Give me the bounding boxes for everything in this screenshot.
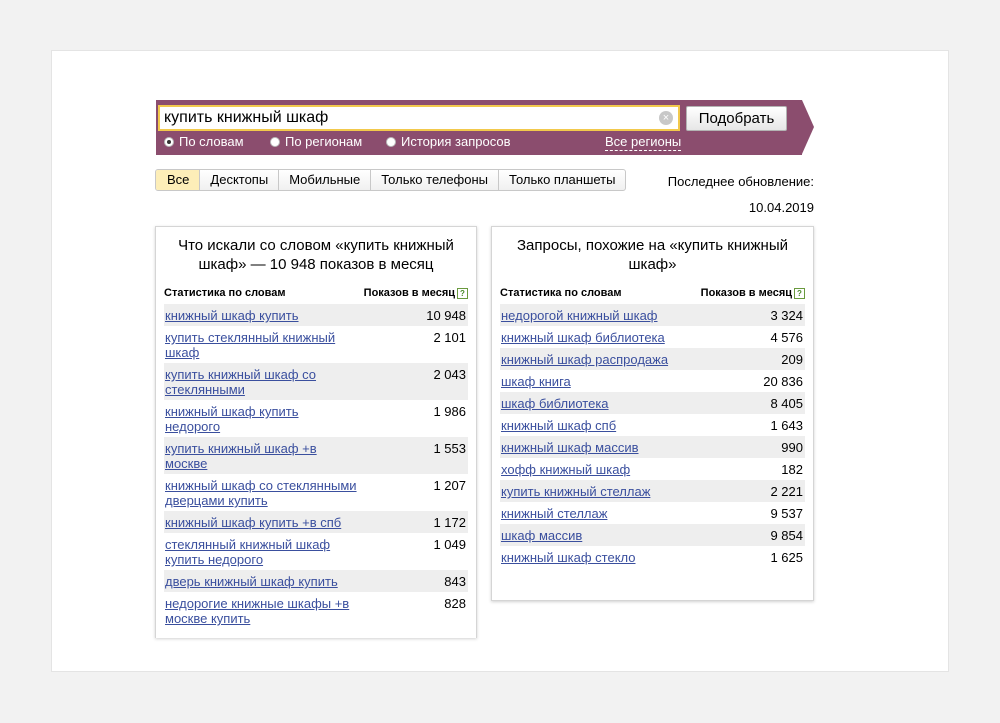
shows-count: 2 221 (770, 484, 803, 499)
radio-label: По регионам (285, 134, 363, 149)
table-row (164, 533, 468, 570)
table-row (500, 480, 805, 502)
query-link[interactable]: книжный шкаф массив (501, 440, 639, 455)
table-row (164, 437, 468, 474)
last-update-label: Последнее обновление: (667, 174, 814, 189)
table-row (164, 592, 468, 629)
shows-count: 182 (781, 462, 803, 477)
shows-count: 9 854 (770, 528, 803, 543)
radio-label: По словам (179, 134, 244, 149)
tab-all[interactable]: Все (156, 170, 199, 190)
shows-count: 828 (444, 596, 466, 611)
similar-queries-panel (491, 226, 814, 601)
table-row (164, 511, 468, 533)
query-link[interactable]: купить книжный стеллаж (501, 484, 651, 499)
shows-count: 2 043 (433, 367, 466, 382)
shows-count: 4 576 (770, 330, 803, 345)
query-link[interactable]: купить стеклянный книжный шкаф (165, 330, 336, 360)
table-row (500, 326, 805, 348)
query-link[interactable]: шкаф библиотека (501, 396, 609, 411)
last-update-date: 10.04.2019 (748, 200, 814, 215)
table-row (500, 414, 805, 436)
radio-label: История запросов (401, 134, 511, 149)
shows-count: 990 (781, 440, 803, 455)
shows-count: 1 643 (770, 418, 803, 433)
tab-desktops[interactable]: Десктопы (199, 170, 278, 190)
shows-count: 8 405 (770, 396, 803, 411)
query-link[interactable]: книжный шкаф спб (501, 418, 617, 433)
table-row (164, 474, 468, 511)
query-link[interactable]: купить книжный шкаф +в москве (165, 441, 317, 471)
query-link[interactable]: книжный шкаф распродажа (501, 352, 669, 367)
query-link[interactable]: книжный шкаф купить недорого (165, 404, 299, 434)
shows-count: 3 324 (770, 308, 803, 323)
query-link[interactable]: шкаф книга (501, 374, 571, 389)
column-headers (164, 286, 468, 300)
table-row (500, 436, 805, 458)
query-link[interactable]: недорогие книжные шкафы +в москве купить (165, 596, 350, 626)
clear-icon[interactable]: × (659, 111, 673, 125)
all-regions-link[interactable]: Все регионы (605, 134, 682, 149)
query-link[interactable]: книжный шкаф со стеклянными дверцами купить (165, 478, 357, 508)
shows-count: 1 172 (433, 515, 466, 530)
query-link[interactable]: купить книжный шкаф со стеклянными (165, 367, 317, 397)
tab-mobile[interactable]: Мобильные (278, 170, 370, 190)
shows-count: 1 986 (433, 404, 466, 419)
column-shows (701, 286, 805, 300)
radio-history[interactable] (386, 134, 511, 150)
shows-count: 1 553 (433, 441, 466, 456)
radio-checked-icon (164, 137, 174, 147)
search-input[interactable] (164, 107, 652, 129)
word-stats-list (164, 304, 468, 629)
table-row (500, 502, 805, 524)
help-icon[interactable]: ? (794, 288, 805, 299)
shows-count: 2 101 (433, 330, 466, 345)
query-link[interactable]: шкаф массив (501, 528, 583, 543)
shows-count: 10 948 (426, 308, 466, 323)
query-link[interactable]: книжный шкаф стекло (501, 550, 636, 565)
table-row (164, 304, 468, 326)
tab-tablets-only[interactable]: Только планшеты (498, 170, 625, 190)
panel-title: Что искали со словом «купить книжный шкаф» — 10 948 показов в месяц (178, 237, 454, 273)
column-words: Статистика по словам (164, 287, 286, 299)
table-row (164, 400, 468, 437)
query-link[interactable]: недорогой книжный шкаф (501, 308, 658, 323)
table-row (500, 304, 805, 326)
table-row (500, 524, 805, 546)
tab-phones-only[interactable]: Только телефоны (370, 170, 498, 190)
panel-title: Запросы, похожие на «купить книжный шкаф» (517, 237, 788, 273)
query-link[interactable]: дверь книжный шкаф купить (165, 574, 338, 589)
column-shows-label: Показов в месяц (363, 287, 455, 299)
query-link[interactable]: хофф книжный шкаф (501, 462, 631, 477)
submit-button[interactable]: Подобрать (686, 106, 787, 131)
banner-arrow (802, 100, 814, 154)
table-row (500, 458, 805, 480)
shows-count: 209 (781, 352, 803, 367)
shows-count: 20 836 (763, 374, 803, 389)
table-row (164, 570, 468, 592)
device-tabs (155, 169, 626, 191)
table-row (500, 546, 805, 568)
query-link[interactable]: книжный шкаф библиотека (501, 330, 665, 345)
query-link[interactable]: стеклянный книжный шкаф купить недорого (165, 537, 331, 567)
shows-count: 1 049 (433, 537, 466, 552)
column-headers (500, 286, 805, 300)
table-row (164, 326, 468, 363)
radio-by-words[interactable] (164, 134, 244, 150)
query-link[interactable]: книжный шкаф купить +в спб (165, 515, 342, 530)
column-words: Статистика по словам (500, 287, 622, 299)
help-icon[interactable]: ? (457, 288, 468, 299)
table-row (500, 392, 805, 414)
radio-by-regions[interactable] (270, 134, 362, 150)
table-row (500, 348, 805, 370)
similar-queries-list (500, 304, 805, 568)
shows-count: 9 537 (770, 506, 803, 521)
column-shows (364, 286, 468, 300)
table-row (500, 370, 805, 392)
query-link[interactable]: книжный стеллаж (501, 506, 608, 521)
radio-unchecked-icon (386, 137, 396, 147)
shows-count: 1 625 (770, 550, 803, 565)
word-stats-panel (155, 226, 477, 638)
last-update (668, 172, 814, 218)
column-shows-label: Показов в месяц (700, 287, 792, 299)
table-row (164, 363, 468, 400)
shows-count: 843 (444, 574, 466, 589)
radio-unchecked-icon (270, 137, 280, 147)
search-field[interactable] (158, 105, 680, 131)
shows-count: 1 207 (433, 478, 466, 493)
query-link[interactable]: книжный шкаф купить (165, 308, 299, 323)
